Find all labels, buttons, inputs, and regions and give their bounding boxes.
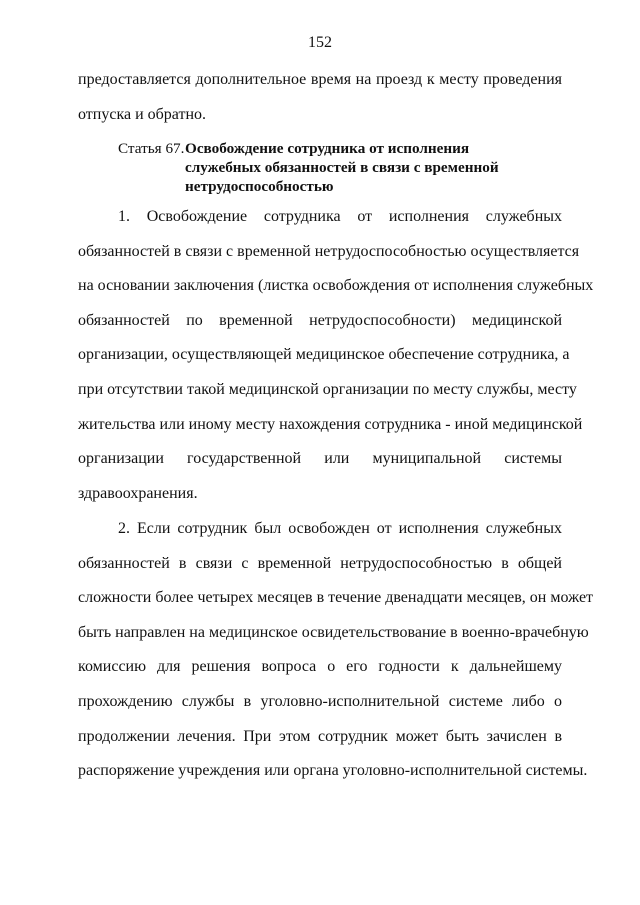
text-line: организации, осуществляющей медицинское обеспечение сотрудника, а [78, 346, 570, 364]
paragraph-1 [78, 200, 594, 511]
article-title [185, 140, 499, 196]
article-title-line: Освобождение сотрудника от исполнения [185, 140, 470, 157]
text-line: 1. Освобождение сотрудника от исполнения служебных [118, 208, 562, 225]
text-line: обязанностей по временной нетрудоспособности) медицинской [78, 311, 562, 329]
text-line: предоставляется дополнительное время на проезд к месту проведения [78, 71, 562, 88]
text-line: отпуска и обратно. [78, 105, 207, 123]
text-line: продолжении лечения. При этом сотрудник может быть зачислен в [78, 727, 562, 745]
page-number: 152 [308, 34, 332, 51]
text-line: здравоохранения. [78, 484, 198, 502]
article-number: Статья 67. [118, 140, 185, 157]
text-line: быть направлен на медицинское освидетельствование в военно-врачебную [78, 623, 589, 641]
text-line: 2. Если сотрудник был освобожден от исполнения служебных [118, 520, 562, 537]
text-line: жительства или иному месту нахождения сотрудника - иной медицинской [78, 415, 583, 433]
paragraph-2 [78, 512, 594, 789]
text-line: на основании заключения (листка освобождения от исполнения служебных [78, 277, 594, 295]
text-line: при отсутствии такой медицинской организации по месту службы, месту [78, 380, 577, 398]
text-line: обязанностей в связи с временной нетрудоспособностью осуществляется [78, 242, 580, 260]
text-line: обязанностей в связи с временной нетрудоспособностью в общей [78, 554, 562, 572]
text-line: распоряжение учреждения или органа уголовно-исполнительной системы. [78, 762, 588, 780]
article-title-line: нетрудоспособностью [185, 177, 334, 195]
text-line: организации государственной или муниципальной системы [78, 450, 562, 468]
text-line: сложности более четырех месяцев в течение двенадцати месяцев, он может [78, 589, 594, 607]
text-line: комиссию для решения вопроса о его годности к дальнейшему [78, 658, 562, 676]
text-line: прохождению службы в уголовно-исполнительной системе либо о [78, 692, 562, 710]
intro-paragraph [78, 63, 562, 132]
article-title-line: служебных обязанностей в связи с временной [185, 158, 499, 176]
